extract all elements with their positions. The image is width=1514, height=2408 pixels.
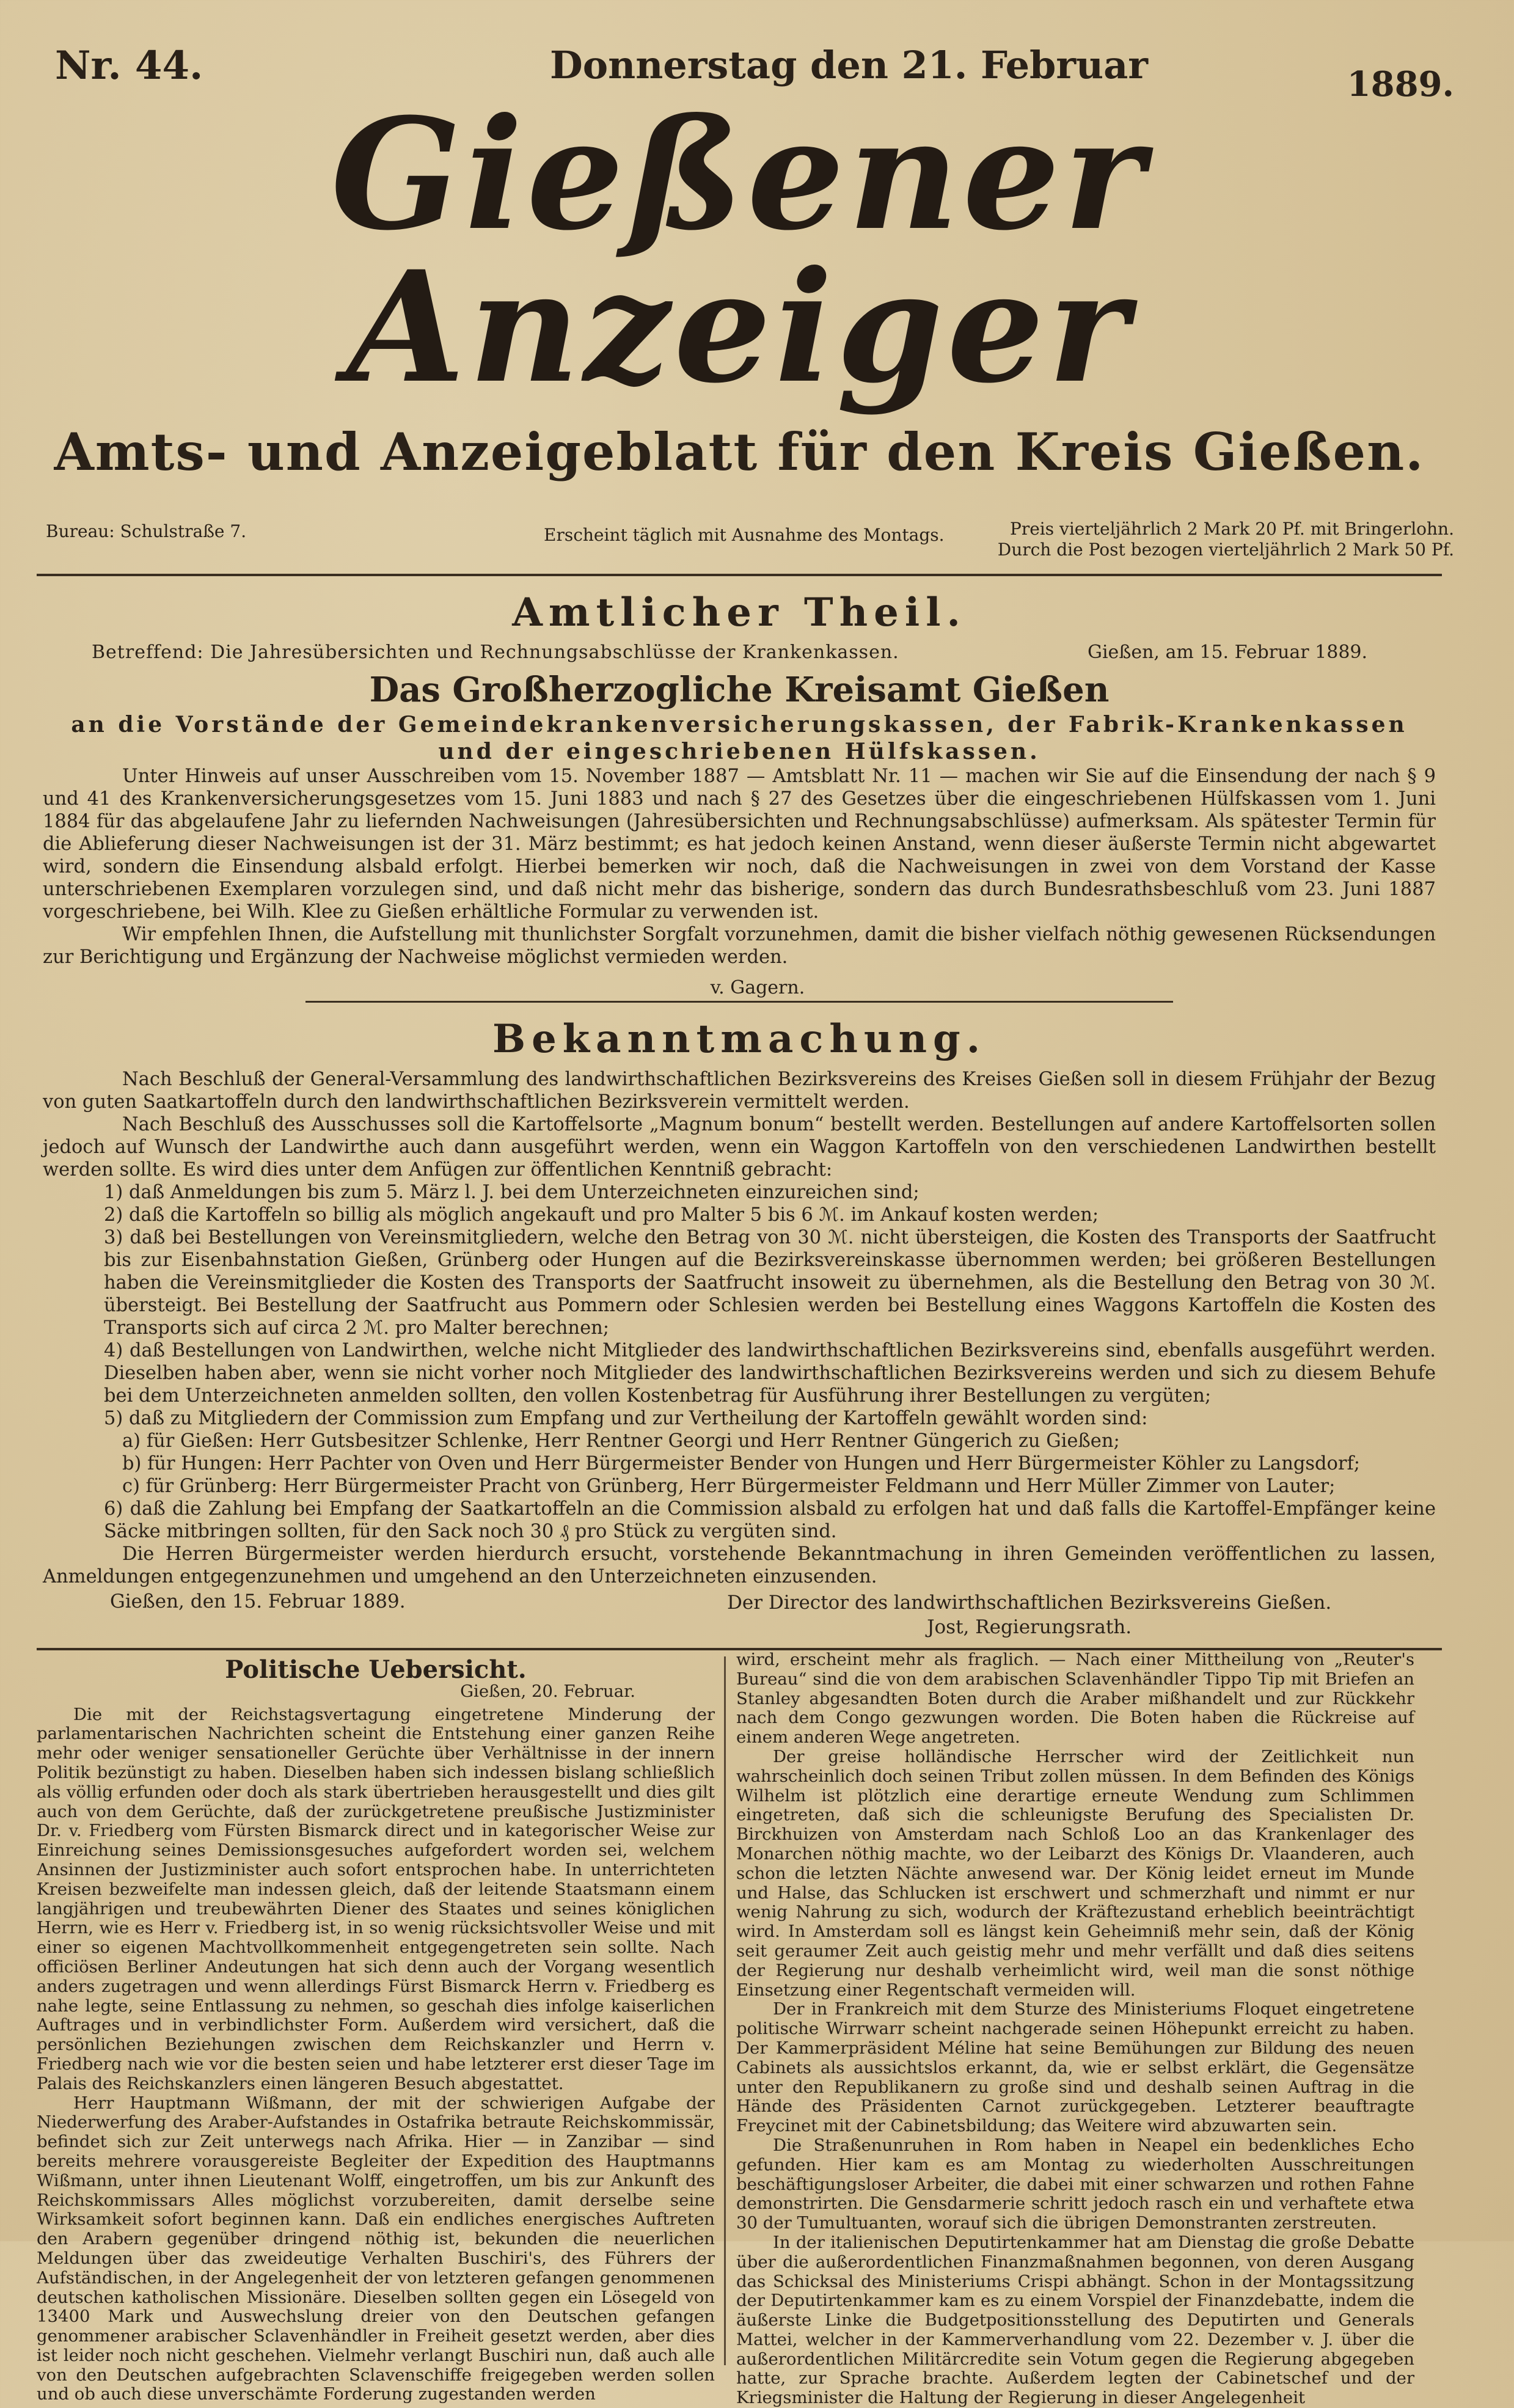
article-paragraph: Herr Hauptmann Wißmann, der mit der schwierigen Aufgabe der Niederwerfung des Araber-Aufstandes in Ostafrika betraute Reichskommissär, befindet sich zur Zeit unterwegs nach Afrika. Hier — in Zanzibar — sind bereits mehrere vorausgereiste Begleiter der Expedition des Hauptmanns Wißmann, unter ihnen Lieutenant Wolff, eingetroffen, um bis zur Ankunft des Reichskommissars Alles möglichst vorzubereiten, damit derselbe seine Wirksamkeit sofort beginnen kann. Daß ein endliches energisches Auftreten den Arabern gegenüber dringend nöthig ist, bekunden die neuerlichen Meldungen über das zweideutige Verhalten Buschiri's, des Führers der Aufständischen, in der Angelegenheit der von letzteren gefangen genommenen deutschen katholischen Missionäre. Dieselben sollten gegen ein Lösegeld von 13400 Mark und Auswechslung dreier von den Deutschen gefangen genommener arabischer Sclavenhändler in Freiheit gesetzt werden, aber dies ist leider noch nicht geschehen. Vielmehr verlangt Buschiri nun, daß auch alle von den Deutschen aufgebrachten Sclavenschiffe freigegeben werden sollen und ob auch diese unverschämte Forderung zugestanden werden [37, 2093, 715, 2404]
left-column [37, 1650, 715, 2404]
signer-title: Der Director des landwirthschaftlichen Bezirksvereins Gießen. [727, 1592, 1332, 1614]
politics-dateline: Gießen, 20. Februar. [460, 1681, 635, 1701]
column-divider [724, 1656, 726, 2365]
newspaper-subtitle: Amts- und Anzeigeblatt für den Kreis Gießen. [54, 422, 1425, 482]
list-subitem: c) für Grünberg: Herr Bürgermeister Pracht von Grünberg, Herr Bürgermeister Feldmann und Herr Müller Zimmer von Lauter; [122, 1476, 1336, 1497]
article-paragraph: Die Straßenunruhen in Rom haben in Neapel ein bedenkliches Echo gefunden. Hier kam es am Montag zu wiederholten Ausschreitungen beschäftigungsloser Arbeiter, die dabei mit einer schwarzen und rothen Fahne demonstrirten. Die Gensdarmerie schritt jedoch rasch ein und verhaftete etwa 30 der Tumultuanten, worauf sich die übrigen Demonstranten zerstreuten. [736, 2135, 1414, 2233]
list-subitem: a) für Gießen: Herr Gutsbesitzer Schlenke, Herr Rentner Georgi und Herr Rentner Güngerich zu Gießen; [122, 1430, 1120, 1452]
list-item: 4) daß Bestellungen von Landwirthen, welche nicht Mitglieder des landwirthschaftlichen Bezirksvereins sind, ebenfalls ausgeführt werden. Dieselben haben aber, wenn sie nicht vorher noch Mitglieder des landwirthschaftlichen Bezirksvereins werden und sich zu diesem Behufe bei dem Unterzeichneten anmelden sollten, den vollen Kostenbetrag für Ausführung ihrer Bestellungen zu vergüten; [104, 1340, 1436, 1407]
addressee-line-1: an die Vorstände der Gemeindekrankenversicherungskassen, der Fabrik-Krankenkassen [71, 712, 1408, 737]
price-local: Preis vierteljährlich 2 Mark 20 Pf. mit Bringerlohn. [1010, 519, 1454, 539]
issue-number: Nr. 44. [55, 43, 203, 89]
announcement-closing [37, 1590, 1442, 1639]
list-item: 6) daß die Zahlung bei Empfang der Saatkartoffeln an die Commission alsbald zu erfolgen hat und daß falls die Kartoffel-Empfänger keine Säcke mitbringen sollten, für den Sack noch 30 ₰ pro Stück zu vergüten sind. [104, 1498, 1436, 1542]
issue-year: 1889. [1347, 64, 1454, 104]
announcement-list [37, 1181, 1442, 1543]
official-section-heading: Amtlicher Theil. [512, 590, 967, 635]
info-bar [37, 519, 1454, 576]
divider [305, 1001, 1173, 1003]
politics-columns [37, 1650, 1442, 2408]
announcement-paragraph: Die Herren Bürgermeister werden hierdurch ersucht, vorstehende Bekanntmachung in ihren Gemeinden veröffentlichen zu lassen, Anmeldungen entgegenzunehmen und umgehend an den Unterzeichneten einzusenden. [43, 1543, 1436, 1587]
announcement-paragraph: Nach Beschluß der General-Versammlung des landwirthschaftlichen Bezirksvereins des Kreises Gießen soll in diesem Frühjahr der Bezug von guten Saatkartoffeln durch den landwirthschaftlichen Bezirksverein vermittelt werden. [43, 1069, 1436, 1113]
bureau-address: Bureau: Schulstraße 7. [46, 521, 247, 541]
list-item: 3) daß bei Bestellungen von Vereinsmitgliedern, welche den Betrag von 30 ℳ. nicht übersteigen, die Kosten des Transports der Saatfrucht bis zur Eisenbahnstation Gießen, Grünberg oder Hungen auf die Bezirksvereinskasse übernommen werden; bei größeren Bestellungen haben die Vereinsmitglieder die Kosten des Transports der Saatfrucht insoweit zu übernehmen, als die Bestellung den Betrag von 30 ℳ. übersteigt. Bei Bestellung der Saatfrucht aus Pommern oder Schlesien werden bei Bestellung eines Waggons Kartoffeln die Kosten des Transports sich auf circa 2 ℳ. pro Malter berechnen; [104, 1227, 1436, 1339]
right-column [736, 1650, 1414, 2408]
list-item: 1) daß Anmeldungen bis zum 5. März l. J. bei dem Unterzeichneten einzureichen sind; [104, 1182, 920, 1203]
subscription-price [998, 519, 1454, 560]
list-item: 5) daß zu Mitgliedern der Commission zum Empfang und zur Vertheilung der Kartoffeln gewählt worden sind: [104, 1408, 1148, 1429]
politics-heading: Politische Uebersicht. [225, 1655, 527, 1684]
announcement-paragraph: Nach Beschluß des Ausschusses soll die Kartoffelsorte „Magnum bonum“ bestellt werden. Bestellungen auf andere Kartoffelsorten sollen jedoch auf Wunsch der Landwirthe auch dann ausgeführt werden, wenn ein Waggon Kartoffeln von den verschiedenen Landwirthen bestellt werden sollte. Es wird dies unter dem Anfügen zur öffentlichen Kenntniß gebracht: [43, 1114, 1436, 1180]
newspaper-page [37, 43, 1454, 2408]
official-paragraph: Wir empfehlen Ihnen, die Aufstellung mit thunlichster Sorgfalt vorzunehmen, damit die bisher vielfach nöthig gewesenen Rücksendungen zur Berichtigung und Ergänzung der Nachweise möglichst vermieden werden. [43, 924, 1436, 968]
newspaper-title: Gießener Anzeiger [331, 84, 1148, 417]
official-signature: v. Gagern. [710, 977, 805, 998]
announcement-signer [727, 1590, 1331, 1639]
subject-line [37, 642, 1442, 668]
official-paragraph: Unter Hinweis auf unser Ausschreiben vom 15. November 1887 — Amtsblatt Nr. 11 — machen wir Sie auf die Einsendung der nach § 9 und 41 des Krankenversicherungsgesetzes vom 15. Juni 1883 und nach § 27 des Gesetzes über die eingeschriebenen Hülfskassen vom 1. Juni 1884 für das abgelaufene Jahr zu liefernden Nachweisungen (Jahresübersichten und Rechnungsabschlüsse) aufmerksam. Als spätester Termin für die Ablieferung dieser Nachweisungen ist der 31. März bestimmt; es hat jedoch keinen Anstand, wenn dieser äußerste Termin nicht abgewartet wird, sondern die Einsendung alsbald erfolgt. Hierbei bemerken wir noch, daß die Nachweisungen in zwei von dem Vorstand der Kasse unterschriebenen Exemplaren vorzulegen sind, und daß nicht mehr das bisherige, sondern das durch Bundesrathsbeschluß vom 23. Juni 1887 vorgeschriebene, bei Wilh. Klee zu Gießen erhältliche Formular zu verwenden ist. [43, 766, 1436, 923]
issue-date: Donnerstag den 21. Februar [550, 43, 1148, 87]
list-item: 2) daß die Kartoffeln so billig als möglich angekauft und pro Malter 5 bis 6 ℳ. im Ankauf kosten werden; [104, 1204, 1099, 1226]
article-paragraph: Der greise holländische Herrscher wird der Zeitlichkeit nun wahrscheinlich doch seinen Tribut zollen müssen. In dem Befinden des Königs Wilhelm ist plötzlich eine derartige erneute Wendung zum Schlimmen eingetreten, daß sich die schleunigste Berufung des Specialisten Dr. Birckhuizen von Amsterdam nach Schloß Loo an das Krankenlager des Monarchen nöthig machte, wo der Leibarzt des Königs Dr. Vlaanderen, auch schon die letzten Nächte anwesend war. Der König leidet erneut im Munde und Halse, das Schlucken ist erschwert und schmerzhaft und nimmt er nur wenig Nahrung zu sich, wodurch der Kräftezustand erheblich beeinträchtigt wird. In Amsterdam soll es längst kein Geheimniß mehr sein, daß der König seit geraumer Zeit auch geistig mehr und mehr verfällt und daß dies seitens der Regierung nur deshalb verheimlicht wird, weil man die sonst nöthige Einsetzung einer Regentschaft vermeiden will. [736, 1746, 1414, 2000]
price-post: Durch die Post bezogen vierteljährlich 2 Mark 50 Pf. [997, 540, 1454, 560]
article-paragraph: Der in Frankreich mit dem Sturze des Ministeriums Floquet eingetretene politische Wirrwarr scheint nachgerade seinen Höhepunkt erreicht zu haben. Der Kammerpräsident Méline hat seine Bemühungen zur Bildung des neuen Cabinets als aussichtslos erkannt, da, wie er selbst erklärt, die Gegensätze unter den Republikanern zu große sind und deshalb seinen Auftrag in die Hände des Präsidenten Carnot zurückgegeben. Letzterer beauftragte Freycinet mit der Cabinetsbildung; das Weitere wird abzuwarten sein. [736, 1999, 1414, 2136]
subject: Betreffend: Die Jahresübersichten und Rechnungsabschlüsse der Krankenkassen. [92, 642, 899, 663]
masthead-top-row [37, 43, 1454, 104]
publication-frequency: Erscheint täglich mit Ausnahme des Montags. [544, 525, 945, 545]
announcement-heading: Bekanntmachung. [492, 1016, 987, 1062]
signer-name: Jost, Regierungsrath. [927, 1616, 1132, 1638]
list-subitem: b) für Hungen: Herr Pachter von Oven und Herr Bürgermeister Bender von Hungen und Herr Bürgermeister Köhler zu Langsdorf; [122, 1453, 1361, 1474]
article-paragraph: wird, erscheint mehr als fraglich. — Nach einer Mittheilung von „Reuter's Bureau“ sind die von dem arabischen Sclavenhändler Tippo Tip mit Briefen an Stanley abgesandten Boten durch die Araber mißhandelt und zur Rückkehr nach dem Congo gezwungen worden. Die Boten haben die Rückreise auf einem anderen Wege angetreten. [736, 1650, 1414, 1747]
article-paragraph: In der italienischen Deputirtenkammer hat am Dienstag die große Debatte über die außerordentlichen Finanzmaßnahmen begonnen, von deren Ausgang das Schicksal des Ministeriums Crispi abhängt. Schon in der Montagssitzung der Deputirtenkammer kam es zu einem Vorspiel der Finanzdebatte, indem die äußerste Linke die Budgetpositionsstellung des Deputirten und Generals Mattei, welcher in der Kammerverhandlung vom 22. Dezember v. J. über die außerordentlichen Militärcredite sein Votum gegen die Regierung abgegeben hatte, zur Sprache brachte. Außerdem legten der Cabinetschef und der Kriegsminister die Haltung der Regierung in dieser Angelegenheit [736, 2232, 1414, 2408]
issuing-authority: Das Großherzogliche Kreisamt Gießen [369, 670, 1110, 710]
article-paragraph: Die mit der Reichstagsvertagung eingetretene Minderung der parlamentarischen Nachrichten scheint die Entstehung einer ganzen Reihe mehr oder weniger sensationeller Gerüchte über Verhältnisse in der innern Politik bezünstigt zu haben. Dieselben haben sich indessen bislang schließlich als völlig erfunden oder doch als stark übertrieben herausgestellt und dies gilt auch von dem Gerüchte, daß der zurückgetretene preußische Justizminister Dr. v. Friedberg vom Fürsten Bismarck direct und in kategorischer Weise zur Einreichung seines Demissionsgesuches aufgefordert worden sei, welchem Ansinnen der Justizminister auch sofort entsprochen habe. In unterrichteten Kreisen bezweifelte man indessen gleich, daß der leitende Staatsmann einem langjährigen und treubewährten Diener des Staates und seines königlichen Herrn, wie es Herr v. Friedberg ist, in so wenig rücksichtsvoller Weise und mit einer so eigenen Machtvollkommenheit entgegengetreten sein sollte. Nach officiösen Berliner Andeutungen hat sich denn auch der Vorgang wesentlich anders zugetragen und wenn allerdings Fürst Bismarck Herrn v. Friedberg es nahe legte, seine Entlassung zu nehmen, so geschah dies infolge kaiserlichen Auftrages und in verbindlichster Form. Außerdem wird versichert, daß die persönlichen Beziehungen zwischen dem Reichskanzler und Herrn v. Friedberg nach wie vor die besten seien und habe letzterer erst dieser Tage im Palais des Reichskanzlers einen längeren Besuch abgestattet. [37, 1704, 715, 2093]
addressee-line-2: und der eingeschriebenen Hülfskassen. [438, 739, 1040, 764]
announcement-place-date: Gießen, den 15. Februar 1889. [110, 1590, 406, 1612]
official-place-date: Gießen, am 15. Februar 1889. [1088, 642, 1368, 663]
